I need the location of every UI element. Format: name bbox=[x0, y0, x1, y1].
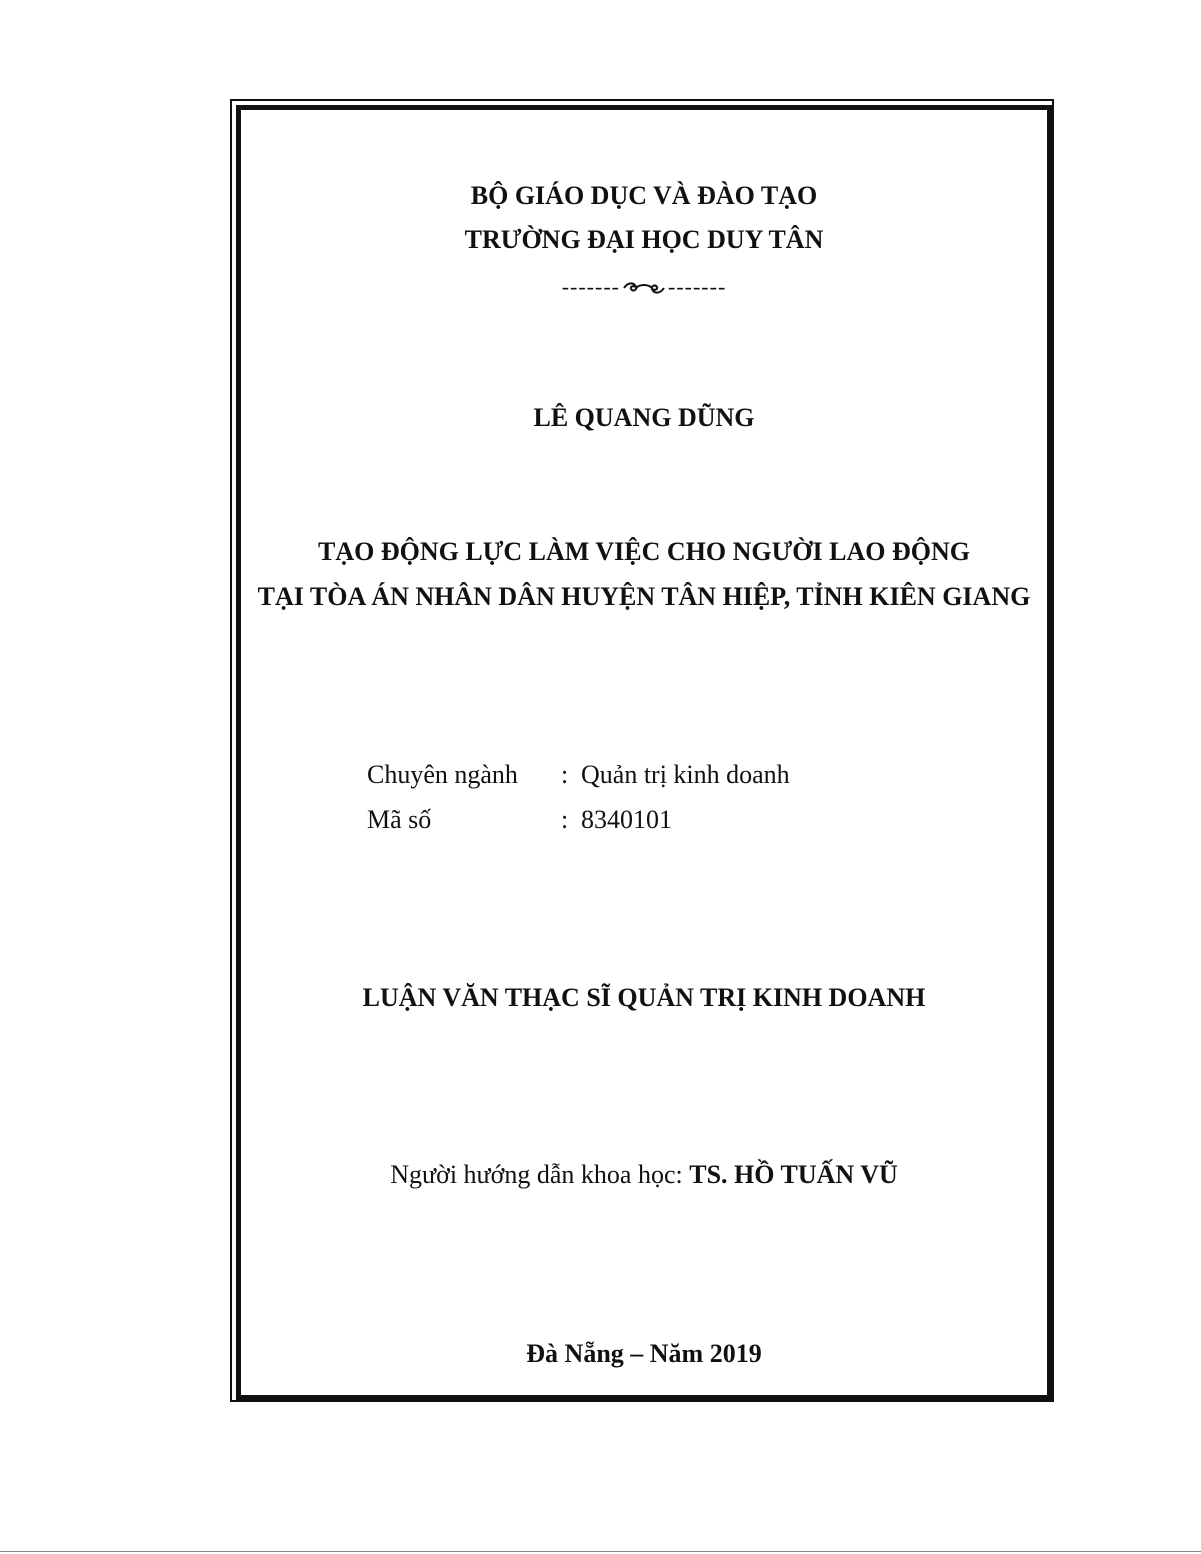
major-label: Chuyên ngành bbox=[367, 760, 518, 789]
advisor-line bbox=[236, 1160, 1052, 1190]
place-and-year: Đà Nẵng – Năm 2019 bbox=[526, 1339, 762, 1368]
major-colon: : bbox=[561, 760, 569, 789]
thesis-title-line-1: TẠO ĐỘNG LỰC LÀM VIỆC CHO NGƯỜI LAO ĐỘNG bbox=[318, 537, 970, 566]
code-value: 8340101 bbox=[581, 805, 672, 834]
advisor-name: TS. HỒ TUẤN VŨ bbox=[689, 1160, 898, 1189]
code-colon: : bbox=[561, 805, 569, 834]
divider-dashes-left: ------- bbox=[561, 274, 620, 299]
advisor-label: Người hướng dẫn khoa học: bbox=[390, 1160, 690, 1189]
major-value: Quản trị kinh doanh bbox=[581, 760, 790, 789]
thesis-title-line-2: TẠI TÒA ÁN NHÂN DÂN HUYỆN TÂN HIỆP, TỈNH KIÊN GIANG bbox=[257, 582, 1031, 611]
divider-dashes-right: ------- bbox=[668, 274, 727, 299]
page-bottom-rule bbox=[0, 1551, 1201, 1552]
author-name: LÊ QUANG DŨNG bbox=[533, 403, 755, 432]
degree-title: LUẬN VĂN THẠC SĨ QUẢN TRỊ KINH DOANH bbox=[362, 983, 926, 1012]
decorative-divider bbox=[236, 274, 1052, 302]
university-heading: TRƯỜNG ĐẠI HỌC DUY TÂN bbox=[464, 225, 824, 254]
code-label: Mã số bbox=[367, 805, 432, 834]
ministry-heading: BỘ GIÁO DỤC VÀ ĐÀO TẠO bbox=[470, 181, 818, 210]
flourish-icon bbox=[622, 276, 666, 302]
